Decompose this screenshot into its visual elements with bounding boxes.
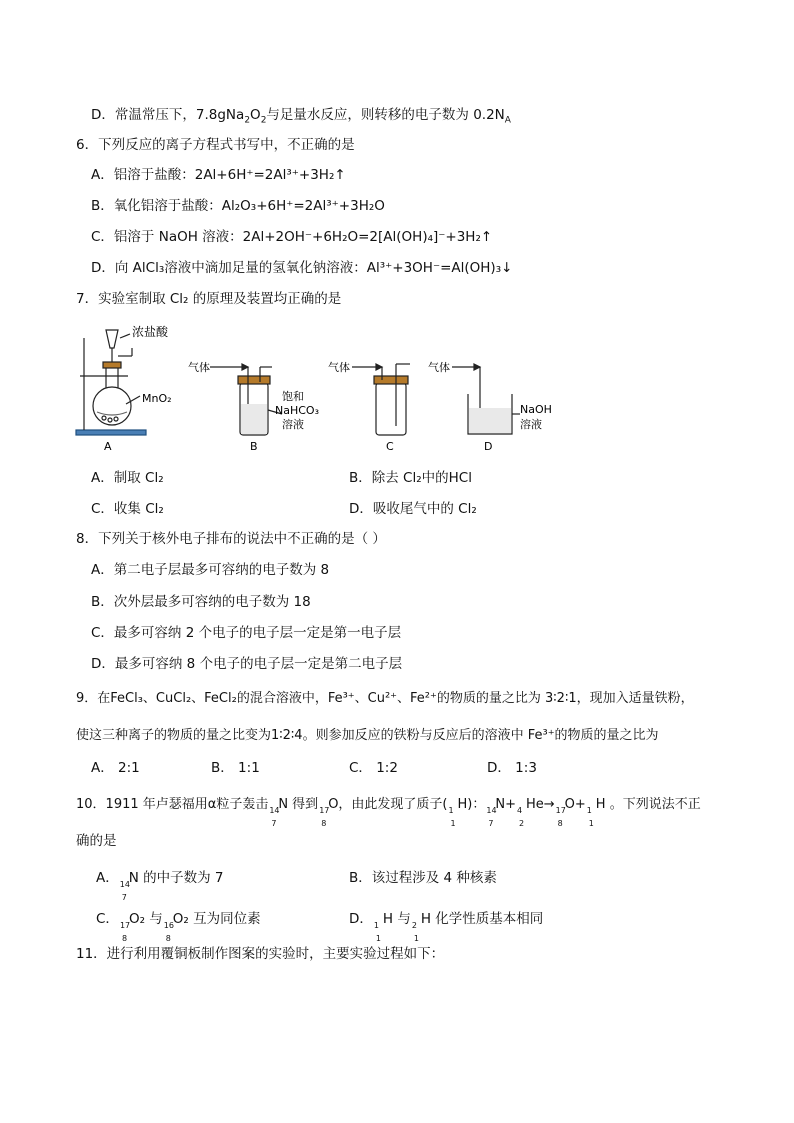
q10-stem-line2: 确的是: [76, 833, 117, 849]
label-mno2: MnO₂: [142, 392, 172, 405]
q10-option-b: B．该过程涉及 4 种核素: [349, 870, 497, 886]
q7-apparatus-figure: [70, 318, 570, 458]
label-nahco3: NaHCO₃: [275, 404, 319, 417]
label-conc-hcl: 浓盐酸: [132, 325, 169, 339]
label-gas-c: 气体: [328, 361, 350, 374]
q7-option-c: C．收集 Cl₂: [91, 501, 164, 517]
q10-option-d: D． 1 1 H 与 2 1 H 化学性质基本相同: [349, 911, 544, 943]
q6-option-b: B．氧化铝溶于盐酸：Al₂O₃+6H⁺=2Al³⁺+3H₂O: [91, 198, 385, 214]
label-sat: 饱和: [282, 390, 304, 403]
q9-option-c: C． 1:2: [349, 760, 398, 776]
q7-option-b: B．除去 Cl₂中的HCl: [349, 470, 472, 486]
apparatus-c: [352, 364, 410, 435]
label-soln-d: 溶液: [520, 418, 542, 431]
q10-option-c: C． 17 8 O₂ 与 16 8 O₂ 互为同位素: [96, 911, 261, 943]
q8-stem: 8．下列关于核外电子排布的说法中不正确的是（ ）: [76, 531, 386, 547]
apparatus-d: [452, 364, 520, 434]
label-b: B: [250, 440, 258, 453]
label-c: C: [386, 440, 394, 453]
q10-stem-line1: 10．1911 年卢瑟福用α粒子轰击 14 7 N 得到 17 8 O，由此发现了质子( 1 1 H)： 14 7 N+ 4 2 He→ 17 8 O+ 1 1 H 。下列说法不正: [76, 797, 701, 828]
q5-option-d: D．常温常压下，$7.8gNa_2O_2$与足量水反应，则转移的电子数为 $0.2N_A$: [91, 107, 511, 126]
apparatus-a: [76, 330, 146, 435]
q8-option-b: B．次外层最多可容纳的电子数为 18: [91, 594, 311, 610]
q11-stem: 11．进行利用覆铜板制作图案的实验时，主要实验过程如下：: [76, 946, 445, 962]
q7-stem: 7．实验室制取 Cl₂ 的原理及装置均正确的是: [76, 291, 342, 307]
label-naoh: NaOH: [520, 403, 552, 416]
q7-option-a: A．制取 Cl₂: [91, 470, 164, 486]
label-soln-b: 溶液: [282, 418, 304, 431]
q8-option-c: C．最多可容纳 2 个电子的电子层一定是第一电子层: [91, 625, 402, 641]
label-gas-d: 气体: [428, 361, 450, 374]
q9-option-b: B． 1:1: [211, 760, 260, 776]
label-d: D: [484, 440, 493, 453]
q8-option-d: D．最多可容纳 8 个电子的电子层一定是第二电子层: [91, 656, 403, 672]
q6-option-c: C．铝溶于 NaOH 溶液：2Al+2OH⁻+6H₂O=2[Al(OH)₄]⁻+3H₂↑: [91, 229, 493, 245]
q7-option-d: D．吸收尾气中的 Cl₂: [349, 501, 477, 517]
apparatus-b: [210, 364, 282, 435]
q6-option-d: D．向 AlCl₃溶液中滴加足量的氢氧化钠溶液：Al³⁺+3OH⁻=Al(OH)₃↓: [91, 260, 513, 276]
q9-stem-line2: 使这三种离子的物质的量之比变为1∶2∶4。则参加反应的铁粉与反应后的溶液中 Fe³⁺的物质的量之比为: [76, 728, 659, 743]
q10-option-a: A． 14 7 N 的中子数为 7: [96, 870, 224, 902]
q9-option-d: D． 1:3: [487, 760, 537, 776]
q6-stem: 6．下列反应的离子方程式书写中，不正确的是: [76, 137, 355, 153]
q8-option-a: A．第二电子层最多可容纳的电子数为 8: [91, 562, 330, 578]
label-a: A: [104, 440, 112, 453]
q9-option-a: A． 2:1: [91, 760, 140, 776]
q6-option-a: A．铝溶于盐酸：2Al+6H⁺=2Al³⁺+3H₂↑: [91, 167, 346, 183]
q9-stem-line1: 9．在FeCl₃、CuCl₂、FeCl₂的混合溶液中，Fe³⁺、Cu²⁺、Fe²⁺的物质的量之比为 3∶2∶1，现加入适量铁粉，: [76, 691, 694, 706]
label-gas-b: 气体: [188, 361, 210, 374]
